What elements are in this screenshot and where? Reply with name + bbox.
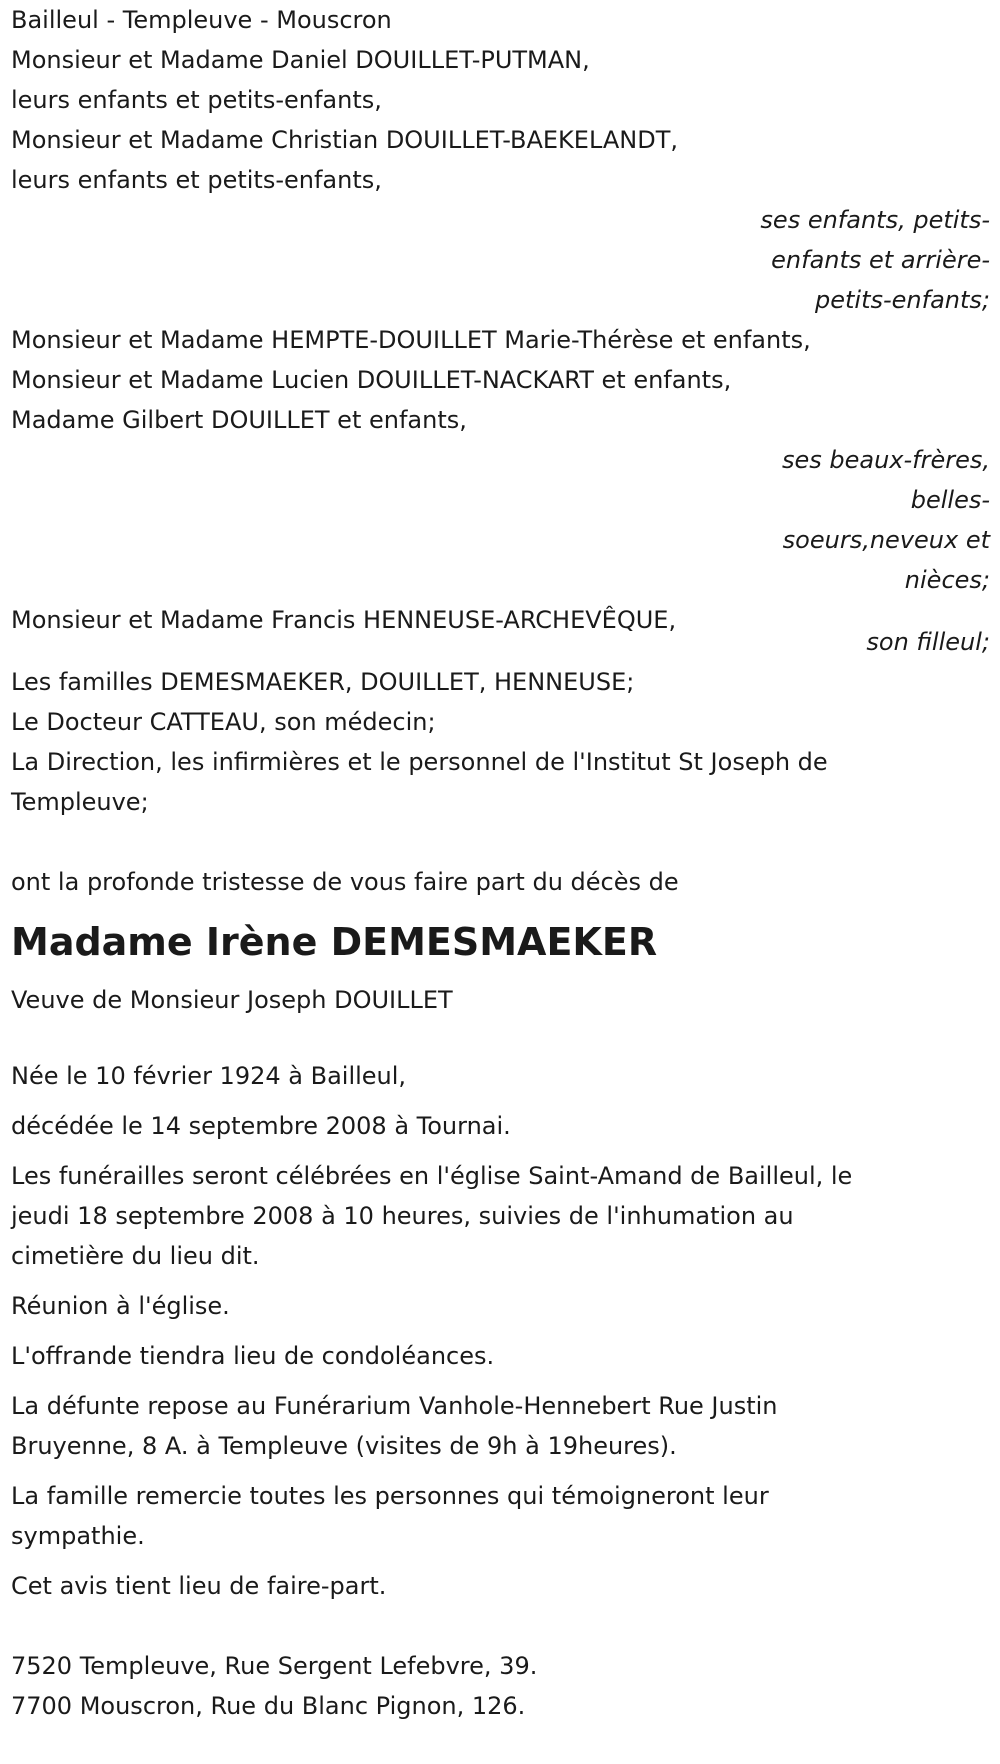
relation-line: belles-	[910, 486, 990, 514]
spacer	[11, 1606, 990, 1646]
relation-line: petits-enfants;	[815, 286, 990, 314]
relation-children	[750, 200, 990, 320]
other-line: Le Docteur CATTEAU, son médecin;	[11, 708, 436, 736]
family-line: Monsieur et Madame HEMPTE-DOUILLET Marie-Thérèse et enfants,	[11, 326, 811, 354]
relation-line: enfants et arrière-	[771, 246, 990, 274]
funeral-info	[11, 1156, 990, 1276]
other-line: Templeuve;	[11, 788, 149, 816]
relation-line: ses beaux-frères,	[781, 446, 990, 474]
relation-line: ses enfants, petits-	[760, 206, 990, 234]
thanks-line: La famille remercie toutes les personnes qui témoigneront leur	[11, 1482, 769, 1510]
family-line: Madame Gilbert DOUILLET et enfants,	[11, 406, 467, 434]
family-line: Monsieur et Madame Christian DOUILLET-BAEKELANDT,	[11, 126, 679, 154]
spacer	[11, 1020, 990, 1056]
deceased-name: Madame Irène DEMESMAEKER	[11, 920, 658, 964]
meeting-info: Réunion à l'église.	[11, 1292, 230, 1320]
relation-line: son filleul;	[866, 628, 990, 656]
address-line: 7700 Mouscron, Rue du Blanc Pignon, 126.	[11, 1692, 526, 1720]
other-line: Les familles DEMESMAEKER, DOUILLET, HENNEUSE;	[11, 668, 635, 696]
family-line: Monsieur et Madame Daniel DOUILLET-PUTMAN,	[11, 46, 590, 74]
family-line: Monsieur et Madame Lucien DOUILLET-NACKART et enfants,	[11, 366, 732, 394]
family-line: leurs enfants et petits-enfants,	[11, 86, 382, 114]
header-locations: Bailleul - Templeuve - Mouscron	[11, 6, 392, 34]
spacer	[11, 822, 990, 862]
resting-line: Bruyenne, 8 A. à Templeuve (visites de 9h à 19heures).	[11, 1432, 677, 1460]
announcement: ont la profonde tristesse de vous faire part du décès de	[11, 868, 679, 896]
relation-godson	[750, 622, 990, 662]
thanks-line: sympathie.	[11, 1522, 145, 1550]
address-line: 7520 Templeuve, Rue Sergent Lefebvre, 39.	[11, 1652, 538, 1680]
family-line: Monsieur et Madame Francis HENNEUSE-ARCHEVÊQUE,	[11, 606, 677, 634]
deceased-spouse: Veuve de Monsieur Joseph DOUILLET	[11, 986, 453, 1014]
funeral-line: cimetière du lieu dit.	[11, 1242, 260, 1270]
family-line: leurs enfants et petits-enfants,	[11, 166, 382, 194]
birth-info: Née le 10 février 1924 à Bailleul,	[11, 1062, 407, 1090]
offering-info: L'offrande tiendra lieu de condoléances.	[11, 1342, 495, 1370]
funeral-line: jeudi 18 septembre 2008 à 10 heures, suivies de l'inhumation au	[11, 1202, 794, 1230]
notice-info: Cet avis tient lieu de faire-part.	[11, 1572, 387, 1600]
resting-line: La défunte repose au Funérarium Vanhole-Hennebert Rue Justin	[11, 1392, 778, 1420]
funeral-line: Les funérailles seront célébrées en l'église Saint-Amand de Bailleul, le	[11, 1162, 853, 1190]
relation-line: nièces;	[904, 566, 990, 594]
thanks-info	[11, 1476, 990, 1556]
relation-line: soeurs,neveux et	[782, 526, 990, 554]
other-line: La Direction, les infirmières et le personnel de l'Institut St Joseph de	[11, 748, 828, 776]
relation-in-laws	[750, 440, 990, 600]
death-info: décédée le 14 septembre 2008 à Tournai.	[11, 1112, 511, 1140]
resting-info	[11, 1386, 990, 1466]
